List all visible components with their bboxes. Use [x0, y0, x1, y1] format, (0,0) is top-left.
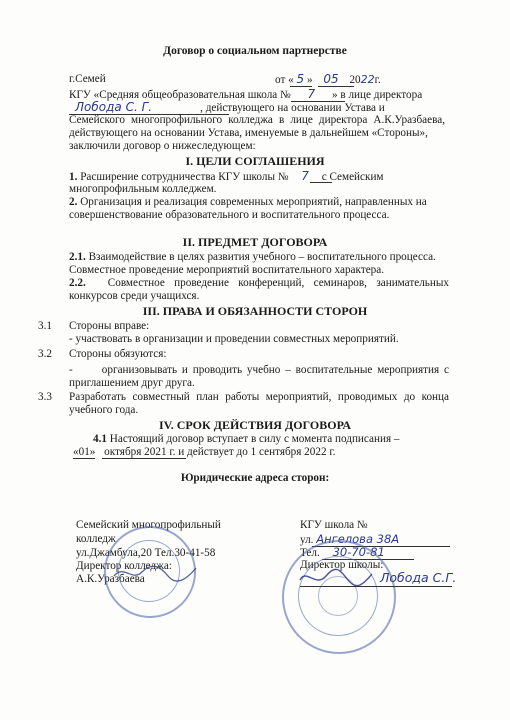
section-3-item-1-number: 3.1 — [38, 320, 52, 332]
left-address-line-5: А.К.Уразбаева — [76, 573, 145, 585]
underline-start-day — [73, 458, 95, 459]
underline-school-director — [300, 586, 452, 587]
right-address-line-4: Директор школы: — [300, 559, 384, 571]
date-day-handwritten: 5 — [296, 72, 305, 86]
school-address-handwritten: Ангелова 38А — [316, 532, 400, 546]
section-2-item-1-line-2: Совместное проведение мероприятий воспитательного характера. — [69, 264, 385, 276]
date-month-handwritten: 05 — [323, 72, 339, 86]
section-2-item-2: 2.2. Совместное проведение конференций, семинаров, занимательных — [69, 277, 449, 289]
right-address-line-2: ул. Ангелова 38А — [300, 532, 400, 546]
section-4-item-1: 4.1 Настоящий договор вступает в силу с момента подписания – — [93, 433, 400, 445]
left-address-line-2: колледж — [76, 533, 116, 545]
place: г.Семей — [69, 73, 106, 85]
section-1-item-1: 1. Расширение сотрудничества КГУ школы № 7 с Семейским — [69, 169, 384, 183]
section-3-item-3-line-1: Разработать совместный план работы мероприятий, проводимых до конца — [69, 391, 449, 403]
section-1-item-2: 2. Организация и реализация современных мероприятий, направленных на — [69, 196, 427, 208]
date-mid: » — [306, 74, 313, 86]
section-3-item-3-line-2: учебного года. — [69, 404, 139, 416]
section-3-item-2-line-1: Стороны обязуются: — [69, 348, 167, 360]
preamble-line-3: Семейского многопрофильного колледжа в лице директора А.К.Уразбаева, — [69, 114, 445, 126]
section-2-item-2-line-2: конкурсов среди учащихся. — [69, 290, 200, 302]
date-year-prefix: 20 — [349, 74, 361, 86]
date-line — [275, 73, 381, 87]
right-address-line-3: Тел. 30-70-81 — [300, 545, 385, 559]
section-3-item-2-line-3: приглашением друг друга. — [69, 377, 195, 389]
preamble-line-4: действующего на основании Устава, именуемые в дальнейшем «Стороны», — [69, 127, 428, 139]
school-director-name-handwritten: Лобода С.Г. — [380, 570, 457, 585]
school-number-handwritten-2: 7 — [301, 169, 309, 183]
left-address-line-4: Директор колледжа: — [76, 560, 172, 572]
school-number-handwritten: 7 — [307, 87, 316, 101]
document-title: Договор о социальном партнерстве — [163, 45, 347, 57]
college-signature — [110, 560, 200, 586]
section-4-item-1-line-2: «01» октября 2021 г. и действует до 1 сентября 2022 г. — [73, 446, 336, 458]
section-1-item-2-line-2: совершенствование образовательного и воспитательного процесса. — [69, 209, 390, 221]
preamble-line-5: заключили договор о нижеследующем: — [69, 140, 256, 152]
section-2-heading: II. ПРЕДМЕТ ДОГОВОРА — [182, 235, 328, 249]
section-1-item-1-line-2: многопрофильным колледжем. — [69, 183, 217, 195]
section-3-item-1-line-2: - участвовать в организации и проведении совместных мероприятий. — [69, 333, 399, 345]
section-1-heading: I. ЦЕЛИ СОГЛАШЕНИЯ — [185, 154, 325, 168]
section-3-item-3-number: 3.3 — [38, 391, 52, 403]
section-3-item-2-line-2: - организовывать и проводить учебно – воспитательные мероприятия с — [69, 364, 449, 376]
addresses-heading: Юридические адреса сторон: — [180, 472, 330, 484]
section-4-heading: IV. СРОК ДЕЙСТВИЯ ДОГОВОРА — [158, 418, 352, 432]
section-3-item-1-line-1: Стороны вправе: — [69, 320, 150, 332]
date-year-handwritten: 22 — [360, 73, 375, 86]
right-address-line-1: КГУ школа № — [300, 519, 368, 531]
underline-start-month — [102, 458, 186, 459]
section-3-heading: III. ПРАВА И ОБЯЗАННОСТИ СТОРОН — [142, 304, 368, 318]
preamble-line-2: Лобода С. Г. , действующего на основании Устава и — [69, 101, 385, 115]
section-3-item-2-number: 3.2 — [38, 348, 52, 360]
preamble-line-1: КГУ «Средняя общеобразовательная школа № 7 » в лице директора — [69, 87, 423, 101]
date-prefix: от « — [275, 74, 294, 86]
left-address-line-3: ул.Джамбула,20 Тел.30-41-58 — [76, 547, 216, 559]
underline-month — [318, 86, 354, 87]
school-phone-handwritten: 30-70-81 — [332, 545, 385, 559]
director-name-handwritten: Лобода С. Г. — [75, 100, 153, 114]
date-year-suffix: г. — [374, 74, 381, 86]
underline-school-number-2 — [310, 182, 332, 183]
section-2-item-1: 2.1. Взаимодействие в целях развития учебного – воспитательного процесса. — [69, 251, 436, 263]
left-address-line-1: Семейский многопрофильный — [76, 519, 221, 531]
